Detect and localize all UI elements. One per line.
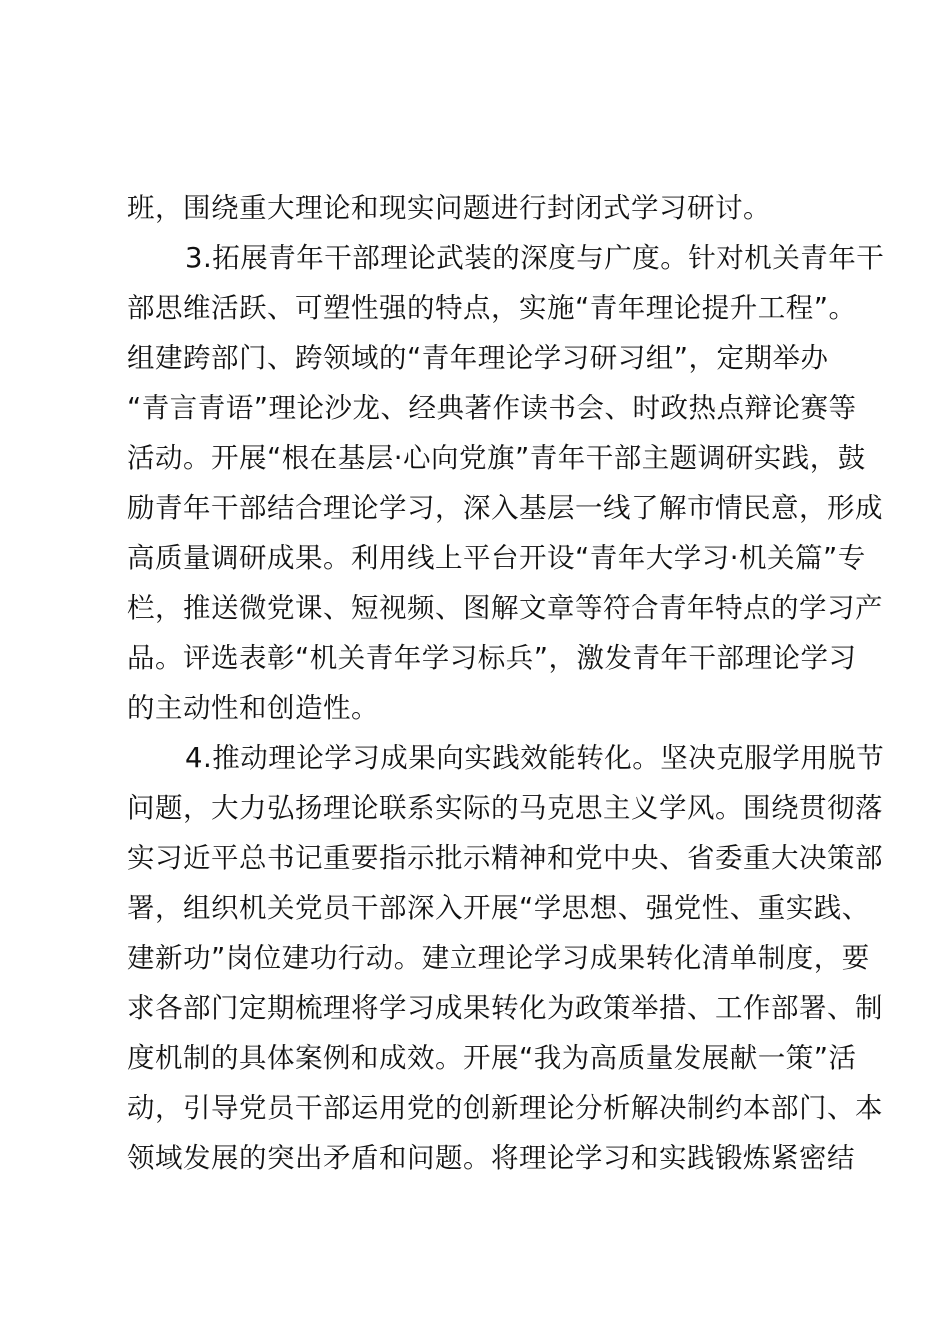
text-line: 励青年干部结合理论学习，深入基层一线了解市情民意，形成 [127, 492, 883, 524]
text-line: 的主动性和创造性。 [127, 692, 379, 724]
text-line: 高质量调研成果。利用线上平台开设“青年大学习·机关篇”专 [127, 542, 866, 574]
text-line: 问题，大力弘扬理论联系实际的马克思主义学风。围绕贯彻落 [127, 792, 883, 824]
text-line: 建新功”岗位建功行动。建立理论学习成果转化清单制度，要 [127, 942, 870, 974]
text-line: 领域发展的突出矛盾和问题。将理论学习和实践锻炼紧密结 [127, 1142, 855, 1174]
text-line: 组建跨部门、跨领域的“青年理论学习研习组”，定期举办 [127, 342, 829, 374]
text-line: 署，组织机关党员干部深入开展“学思想、强党性、重实践、 [127, 892, 870, 924]
text-line: “青言青语”理论沙龙、经典著作读书会、时政热点辩论赛等 [127, 392, 857, 424]
text-line: 活动。开展“根在基层·心向党旗”青年干部主题调研实践，鼓 [127, 442, 866, 474]
text-line: 实习近平总书记重要指示批示精神和党中央、省委重大决策部 [127, 842, 883, 874]
text-line: 栏，推送微党课、短视频、图解文章等符合青年特点的学习产 [127, 592, 883, 624]
text-line: 度机制的具体案例和成效。开展“我为高质量发展献一策”活 [127, 1042, 857, 1074]
text-line: 班，围绕重大理论和现实问题进行封闭式学习研讨。 [127, 192, 771, 224]
section-4-heading-line: 4.推动理论学习成果向实践效能转化。坚决克服学用脱节 [185, 742, 885, 774]
text-line: 求各部门定期梳理将学习成果转化为政策举措、工作部署、制 [127, 992, 883, 1024]
text-line: 动，引导党员干部运用党的创新理论分析解决制约本部门、本 [127, 1092, 883, 1124]
section-3-heading-line: 3.拓展青年干部理论武装的深度与广度。针对机关青年干 [185, 242, 885, 274]
text-line: 品。评选表彰“机关青年学习标兵”，激发青年干部理论学习 [127, 642, 857, 674]
text-line: 部思维活跃、可塑性强的特点，实施“青年理论提升工程”。 [127, 292, 857, 324]
document-body [127, 183, 885, 1183]
